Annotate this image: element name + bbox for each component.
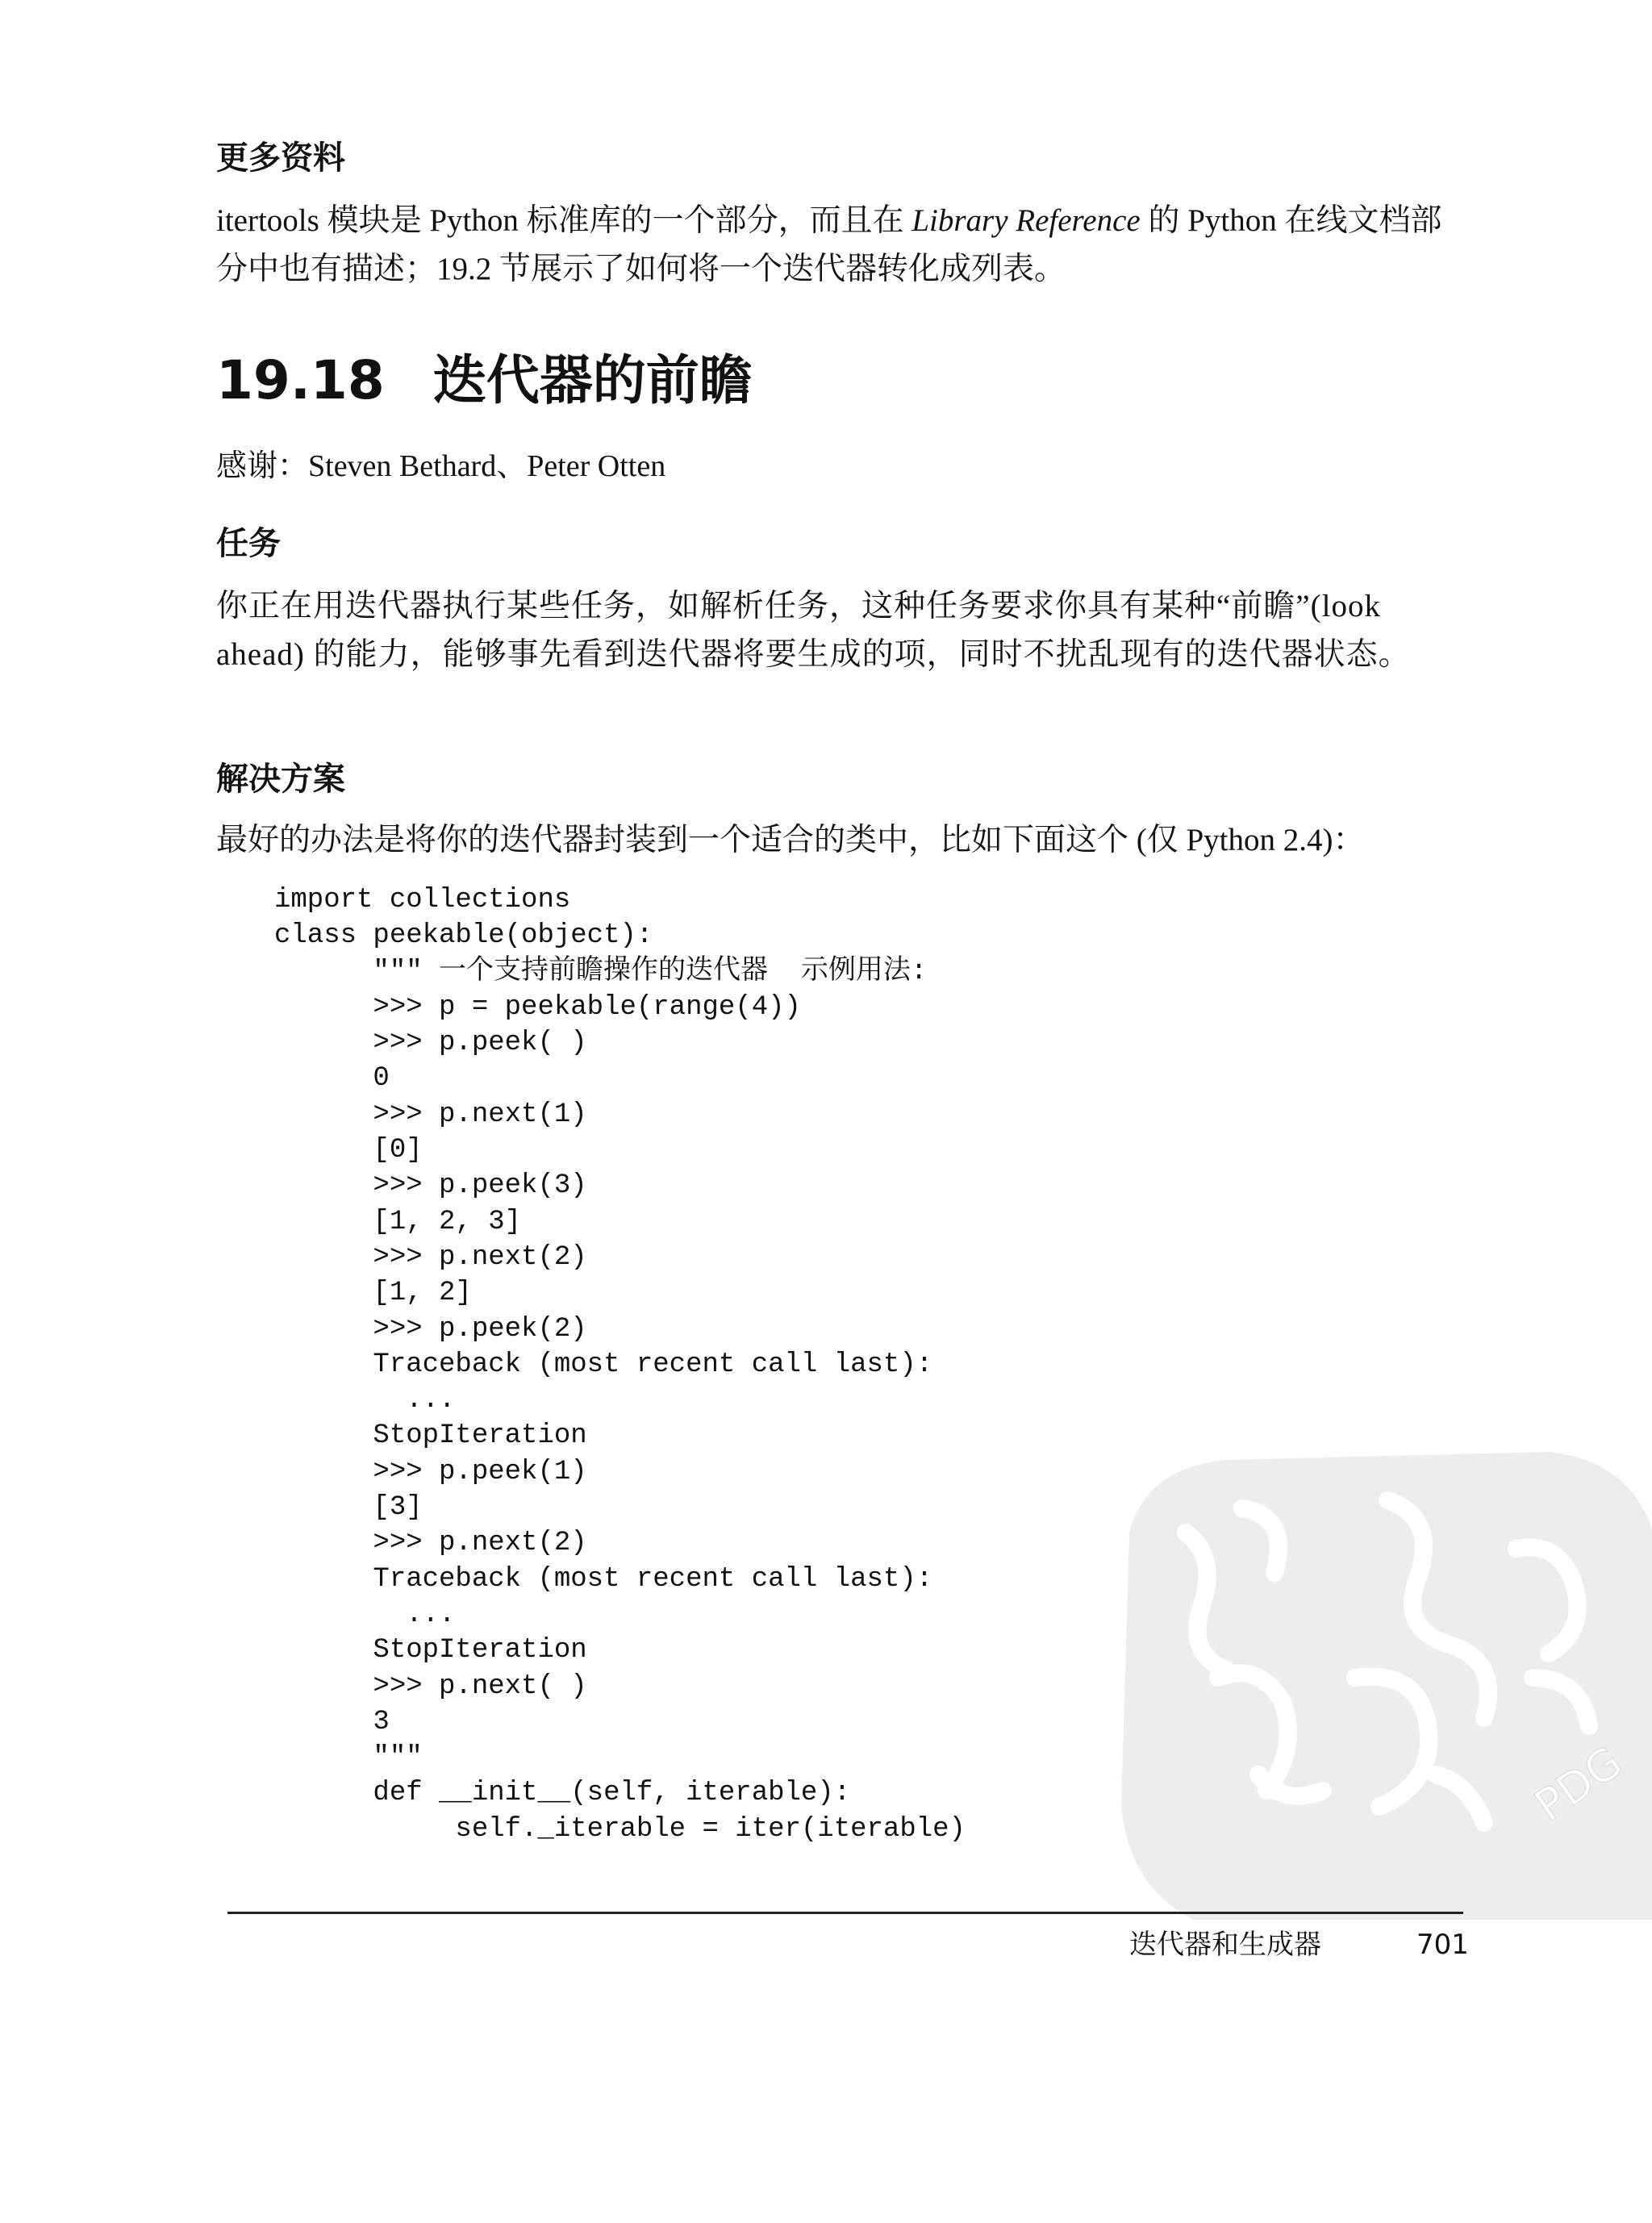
task-heading: 任务 xyxy=(216,525,281,562)
footer-rule xyxy=(227,1912,1463,1914)
library-reference-title: Library Reference xyxy=(912,203,1141,238)
more-info-text-start: itertools 模块是 Python 标准库的一个部分，而且在 xyxy=(216,203,912,238)
section-title xyxy=(216,347,753,415)
acknowledgement: 感谢：Steven Bethard、Peter Otten xyxy=(216,449,666,483)
more-info-heading: 更多资料 xyxy=(216,140,345,177)
page-number: 701 xyxy=(1416,1929,1469,1961)
more-info-text-end: 的 Python 在线文档部分中也有描述；19.2 节展示了如何将一个迭代器转化成列表。 xyxy=(216,203,1442,286)
footer-chapter-title: 迭代器和生成器 xyxy=(1129,1929,1321,1961)
section-number: 19.18 xyxy=(216,349,385,411)
solution-heading: 解决方案 xyxy=(216,761,345,798)
solution-paragraph: 最好的办法是将你的迭代器封装到一个适合的类中，比如下面这个 (仅 Python 2.4)： xyxy=(216,823,1365,857)
watermark-text: PDG xyxy=(1525,1736,1632,1832)
section-title-text: 迭代器的前瞻 xyxy=(432,349,753,411)
task-paragraph: 你正在用迭代器执行某些任务，如解析任务，这种任务要求你具有某种“前瞻”(look ahead) 的能力，能够事先看到迭代器将要生成的项，同时不扰乱现有的迭代器状态。 xyxy=(216,589,1411,672)
watermark-seal xyxy=(1097,1436,1652,1920)
code-listing: import collections class peekable(object): """ 一个支持前瞻操作的迭代器 示例用法: >>> p = peekable(range(4)) >>> p.peek( ) 0 >>> p.next(1) [0] >>> p.peek(3) [1, 2, 3] >>> p.next(2) [1, 2] >>> p.peek(2) Traceback (most recent call last): ... StopIteration >>> p.peek(1) [3] >>> p.next(2) Traceback (most recent call last): ... StopIteration >>> p.next( ) 3 """ def __init__(self, iterable): self._iterable = iter(iterable) xyxy=(274,885,966,1845)
more-info-paragraph xyxy=(216,197,1458,294)
